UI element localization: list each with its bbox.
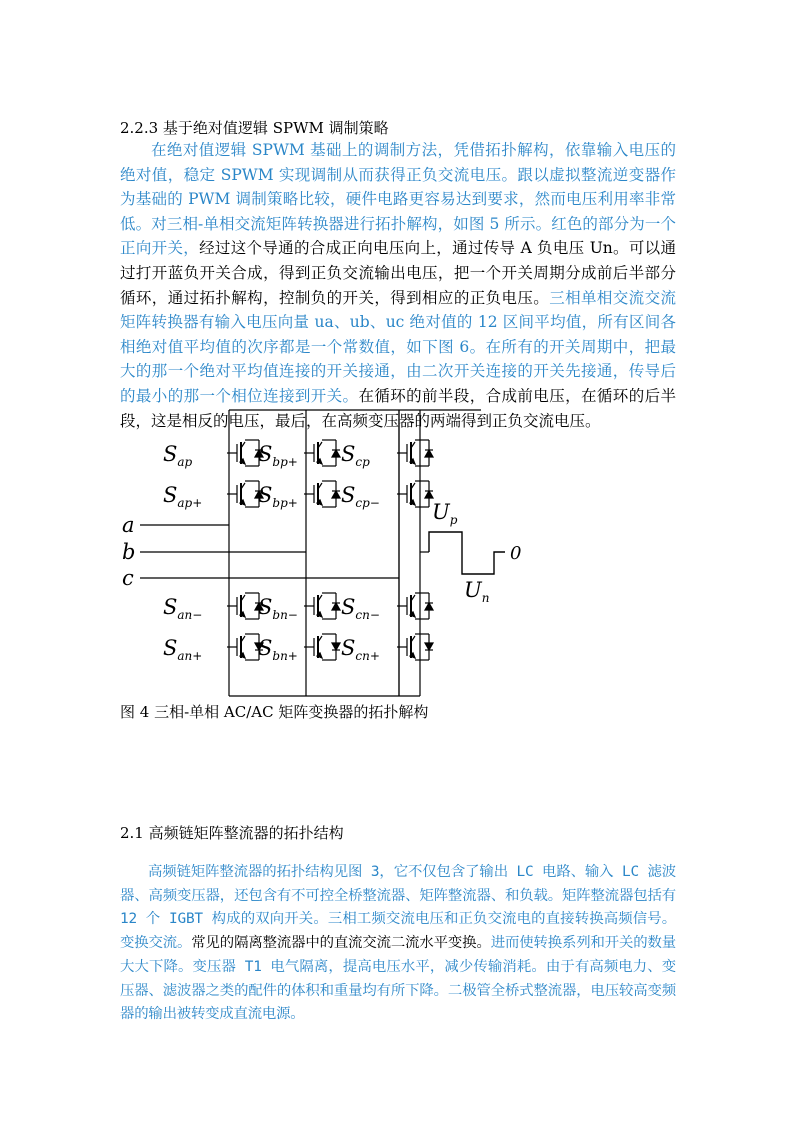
switch-c-lower-row1: [397, 593, 433, 619]
switch-b-lower-row2: [304, 634, 340, 660]
switch-label-subscript: ap: [177, 455, 193, 469]
switch-label-subscript: cn−: [355, 608, 380, 622]
switch-label-main: S: [258, 442, 273, 466]
switch-label: [258, 442, 298, 469]
input-label-b: b: [122, 540, 136, 564]
switch-label-main: S: [258, 595, 273, 619]
switch-label-subscript: bp+: [272, 455, 298, 469]
switch-b-upper-row2: [304, 481, 340, 507]
switch-label-main: S: [258, 483, 273, 507]
switch-label-subscript: bn−: [272, 608, 298, 622]
switch-label: [163, 595, 202, 622]
switch-label-subscript: cn+: [355, 649, 380, 663]
switch-label-main: S: [341, 636, 356, 660]
waveform-label-up: $U_p$: [432, 500, 458, 527]
figure-4-caption: 图 4 三相-单相 AC/AC 矩阵变换器的拓扑解构: [120, 703, 429, 721]
switch-b-lower-row1: [304, 593, 340, 619]
switch-label: [258, 483, 298, 510]
switch-label-main: S: [341, 483, 356, 507]
switch-b-upper-row1: [304, 440, 340, 466]
switch-label: [341, 442, 370, 469]
switch-label-subscript: an−: [177, 608, 203, 622]
paragraph-segment: 常见的隔离整流器中的直流交流二流水平变换。: [191, 935, 491, 952]
switch-label-main: S: [341, 442, 356, 466]
waveform-label-un: $U_n$: [464, 578, 490, 605]
switch-label-main: S: [163, 483, 178, 507]
switch-label: [341, 483, 380, 510]
switch-label-subscript: bn+: [272, 649, 298, 663]
switch-label: [258, 636, 298, 663]
section-heading-2-2-3: 2.2.3 基于绝对值逻辑 SPWM 调制策略: [120, 119, 389, 137]
paragraph-segment: 经过这个导通的合成正向电压向上，通过传导 A 负电压 Un。可以通过打开蓝负开关合成，得到正负交流输出电压，把一个开关周期分成前后半部分循环，通过拓扑解构，控制负的开关，得到相应的正负电压。: [120, 239, 676, 307]
input-label-c: c: [122, 566, 134, 590]
switch-label-subscript: cp: [355, 455, 370, 469]
paragraph-segment: 高频链矩阵整流器的拓扑结构见图 3，它不仅包含了输出 LC 电路、输入 LC 滤波器、高频变压器，还包含有不可控全桥整流器、矩阵整流器、和负载。矩阵整流器包括有 12 个 IGBT 构成的双向开关。三相工频交流电压和正负交流电的直接转换高频信号。变换交流。: [120, 864, 676, 952]
input-label-a: a: [122, 513, 135, 537]
switch-c-upper-row1: [397, 440, 433, 466]
switch-c-upper-row2: [397, 481, 433, 507]
paragraph-segment: 在循环的前半段，合成前电压，在循环的后半段，这是相反的电压，最后，在高频变压器的两端得到正负交流电压。: [120, 386, 676, 430]
switch-label: [341, 636, 380, 663]
switch-c-lower-row2: [397, 634, 433, 660]
switch-label-main: S: [258, 636, 273, 660]
switch-label-main: S: [163, 595, 178, 619]
switch-label-main: S: [163, 636, 178, 660]
switch-label-subscript: an+: [177, 649, 203, 663]
paragraph-segment: 进而使转换系列和开关的数量大大下降。变压器 T1 电气隔离，提高电压水平，减少传输消耗。由于有高频电力、变压器、滤波器之类的配件的体积和重量均有所下降。二极管全桥式整流器，电压较高变频器的输出被转变成直流电源。: [120, 935, 676, 1023]
switch-label-subscript: bp+: [272, 496, 298, 510]
section-2-1-paragraph: [120, 861, 676, 1027]
switch-label: [258, 595, 298, 622]
waveform-label-zero: 0: [510, 543, 522, 564]
switch-label: [163, 636, 202, 663]
switch-label-main: S: [163, 442, 178, 466]
paragraph-segment: 在绝对值逻辑 SPWM 基础上的调制方法，凭借拓扑解构，依靠输入电压的绝对值，稳定 SPWM 实现调制从而获得正负交流电压。跟以虚拟整流逆变器作为基础的 PWM 调制策略比较，硬件电路更容易达到要求，然而电压利用率非常低。对三相-单相交流矩阵转换器进行拓扑解构，如图 5 所示。红色的部分为一个正向开关，: [120, 141, 676, 258]
switch-label-subscript: ap+: [177, 496, 203, 510]
switch-label-main: S: [341, 595, 356, 619]
output-waveform: [429, 532, 505, 574]
section-heading-2-1: 2.1 高频链矩阵整流器的拓扑结构: [120, 824, 344, 842]
paragraph-segment: 三相单相交流交流矩阵转换器有输入电压向量 ua、ub、uc 绝对值的 12 区间平均值，所有区间各相绝对值平均值的次序都是一个常数值，如下图 6。在所有的开关周期中，把最大的那一个绝对平均值连接的开关接通，由二次开关连接的开关先接通，传导后的最小的那一个相位连接到开关。: [120, 288, 676, 405]
switch-label: [163, 442, 193, 469]
switch-label: [163, 483, 202, 510]
switch-label-subscript: cp−: [355, 496, 380, 510]
switch-label: [341, 595, 380, 622]
